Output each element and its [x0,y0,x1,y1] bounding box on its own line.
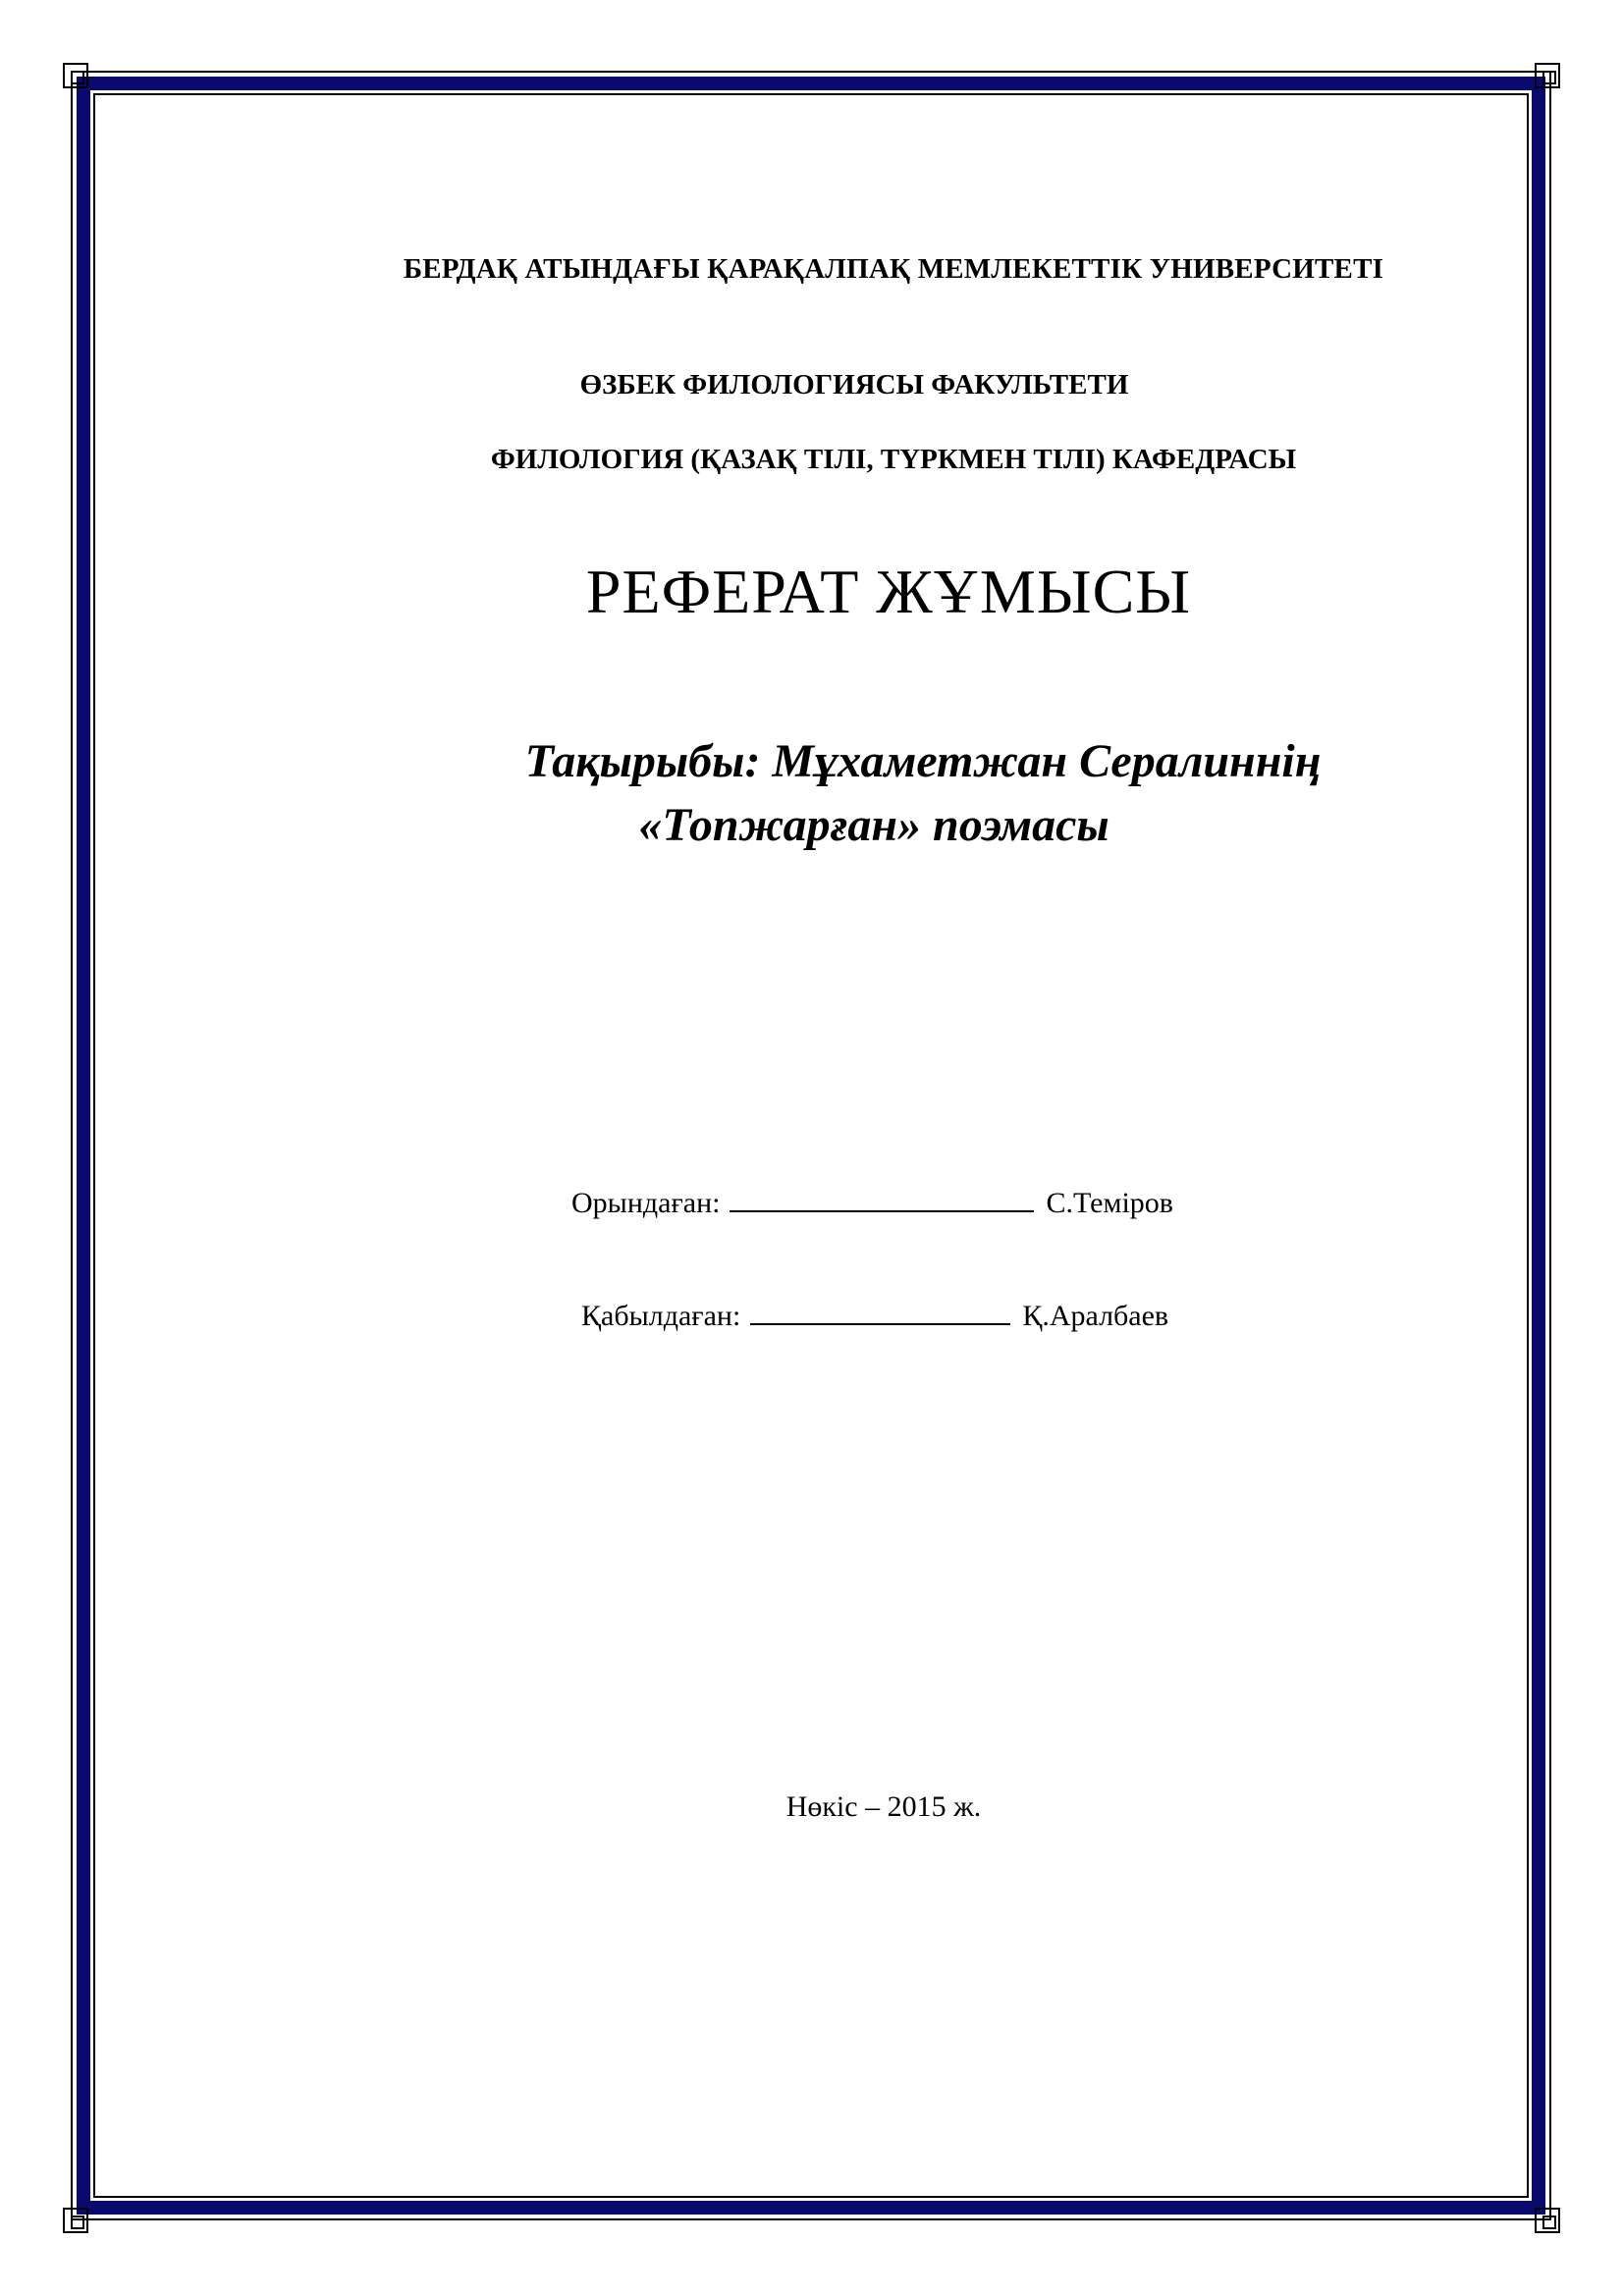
department-name: ФИЛОЛОГИЯ (ҚАЗАҚ ТІЛІ, ТҮРКМЕН ТІЛІ) КАФЕДРАСЫ [490,444,1297,475]
topic-line-2: «Топжарған» поэмасы [638,799,1109,851]
frame-corner-top-right [1535,63,1560,88]
accepted-signature-row [581,1298,1168,1333]
frame-corner-bottom-right [1535,2208,1560,2233]
page-frame-inner [93,93,1529,2198]
document-type-title: РЕФЕРАТ ЖҰМЫСЫ [585,557,1192,626]
executor-label: Орындаған: [571,1187,721,1219]
frame-corner-bottom-left [63,2208,88,2233]
topic-line-1: Тақырыбы: Мұхаметжан Сералиннің [524,735,1322,787]
accepted-name: Қ.Аралбаев [1022,1300,1169,1332]
executor-signature-row [571,1185,1173,1220]
university-name: БЕРДАҚ АТЫНДАҒЫ ҚАРАҚАЛПАҚ МЕМЛЕКЕТТІК УНИВЕРСИТЕТІ [403,253,1384,285]
accepted-signature-line [750,1298,1010,1325]
executor-name: С.Теміров [1046,1187,1173,1219]
city-year: Нөкіс – 2015 ж. [785,1790,982,1823]
frame-corner-top-left [63,63,88,88]
faculty-name: ӨЗБЕК ФИЛОЛОГИЯСЫ ФАКУЛЬТЕТИ [579,369,1129,400]
accepted-label: Қабылдаған: [581,1300,741,1332]
executor-signature-line [730,1185,1034,1212]
